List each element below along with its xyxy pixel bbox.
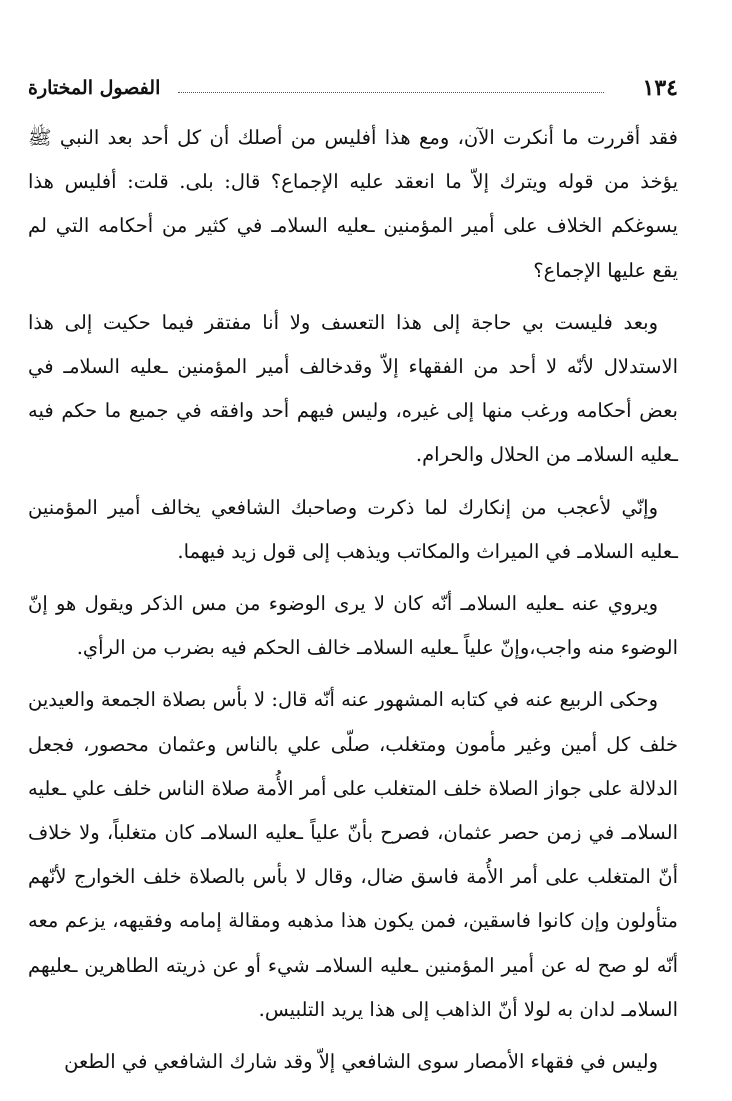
paragraph: فقد أقررت ما أنكرت الآن، ومع هذا أفليس من أصلك أن كل أحد بعد النبي ﷺ يؤخذ من قوله ويترك إلاّ ما انعقد عليه الإجماع؟ قال: بلى. قلت: أفليس هذا يسوغكم الخلاف على أمير المؤمنين ـعليه السلامـ في كثير من أحكامه التي لم يقع عليها الإجماع؟ — [28, 126, 678, 282]
page-number: ١٣٤ — [642, 75, 678, 101]
paragraph: ويروي عنه ـعليه السلامـ أنّه كان لا يرى الوضوء من مس الذكر ويقول هو إنّ الوضوء منه واجب،وإنّ علياً ـعليه السلامـ خالف الحكم فيه بضرب من الرأي. — [28, 592, 678, 660]
running-header — [28, 70, 678, 106]
paragraph: وحكى الربيع عنه في كتابه المشهور عنه أنّه قال: لا بأس بصلاة الجمعة والعيدين خلف كل أمين وغير مأمون ومتغلب، صلّى علي بالناس وعثمان محصور، فجعل الدلالة على جواز الصلاة خلف المتغلب على أمر الأُمة صلاة الناس خلف علي ـعليه السلامـ في زمن حصر عثمان، فصرح بأنّ علياً ـعليه السلامـ كان متغلباً، ولا خلاف أنّ المتغلب على أمر الأُمة فاسق ضال، وقال لا بأس بالصلاة خلف الخوارج لأنّهم متأولون وإن كانوا فاسقين، فمن يكون هذا مذهبه ومقالة إمامه وفقيهه، يزعم معه أنّه لو صح له عن أمير المؤمنين ـعليه السلامـ شيء أو عن ذريته الطاهرين ـعليهم السلامـ لدان به لولا أنّ الذاهب إلى هذا يريد التلبيس. — [28, 688, 678, 1021]
paragraph: وبعد فليست بي حاجة إلى هذا التعسف ولا أنا مفتقر فيما حكيت إلى هذا الاستدلال لأنّه لا أحد من الفقهاء إلاّ وقدخالف أمير المؤمنين ـعليه السلامـ في بعض أحكامه ورغب منها إلى غيره، وليس فيهم أحد وافقه في جميع ما حكم فيه ـعليه السلامـ من الحلال والحرام. — [28, 310, 678, 467]
paragraph: وإنّي لأعجب من إنكارك لما ذكرت وصاحبك الشافعي يخالف أمير المؤمنين ـعليه السلامـ في الميراث والمكاتب ويذهب إلى قول زيد فيهما. — [28, 495, 678, 563]
body-text — [28, 116, 678, 1092]
paragraph: وليس في فقهاء الأمصار سوى الشافعي إلاّ وقد شارك الشافعي في الطعن — [64, 1050, 658, 1074]
book-title: الفصول المختارة — [28, 77, 161, 99]
header-dotted-leader — [178, 92, 604, 93]
